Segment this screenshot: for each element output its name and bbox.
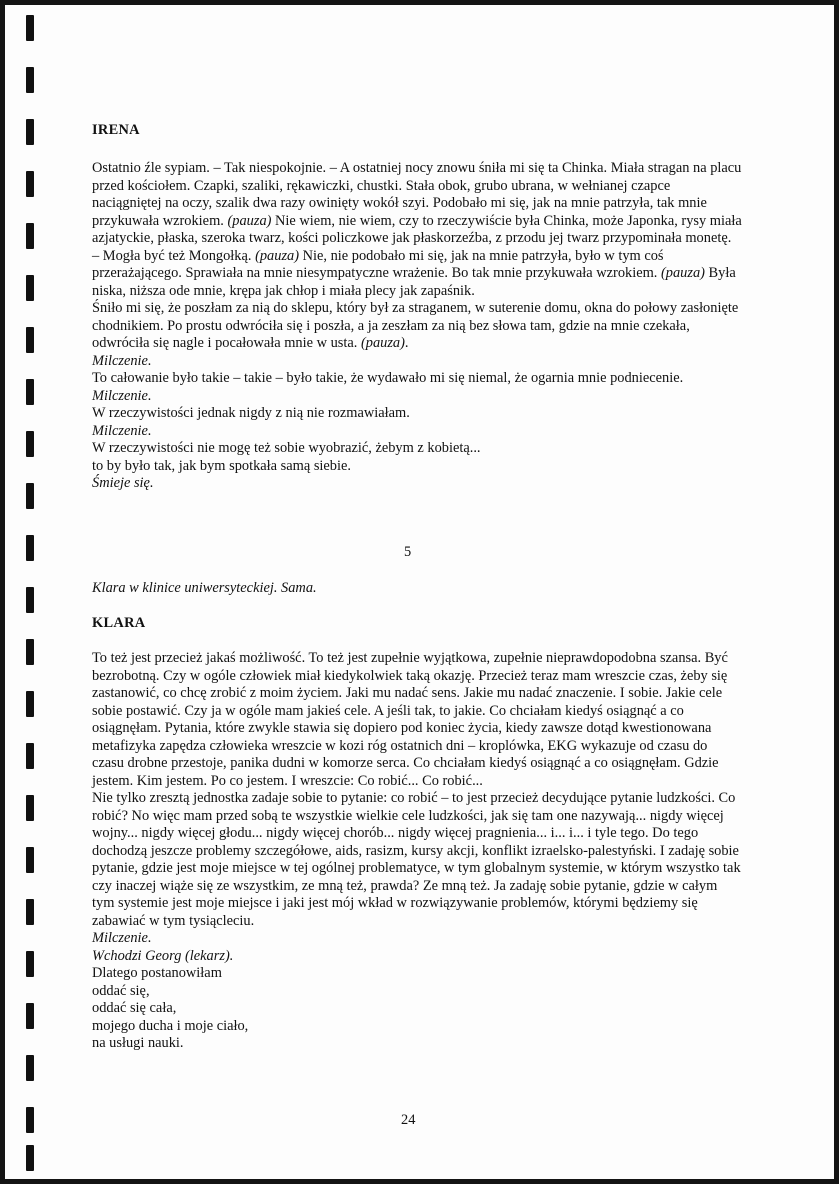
stage-pause: (pauza) bbox=[227, 212, 272, 229]
klara-paragraph-2: Nie tylko zresztą jednostka zadaje sobie to pytanie: co robić – to jest przecież decydujące pytanie ludzkości. Co robić? No więc mam przed sobą te wszystkie wielkie cele ludzkości, jak się tam one nazywają... nigdy więcej wojny... nigdy więcej głodu... nigdy więcej chorób... nigdy więcej pragnienia... i... i... i tyle tego. Do tego dochodzą jeszcze problemy szczegółowe, aids, rasizm, kursy akcji, konflikt izraelsko-palestyński. I zadaję sobie pytanie, gdzie jest moje miejsce w tej ogólnej problematyce, w tym globalnym systemie, w którym wszystko tak czy inaczej wiąże się ze wszystkim, ze mną też, prawda? Ze mną też. Ja zadaję sobie pytanie, gdzie w całym tym systemie jest moje miejsce i jaki jest mój wkład w rozwiązywanie problemów, którymi będziemy się zabawiać w tym tysiącleciu. bbox=[92, 790, 741, 929]
text-run: Ostatnio źle sypiam. – Tak niespokojnie. – A ostatniej nocy znowu śniła mi się ta Chinka. Miała stragan na placu przed kościołem. Czapki, szaliki, rękawiczki, chustki. Stała obok, grubo ubrana, w wełnianej czapce naciągniętej na oczy, szalik dwa razy owinięty wokół szyi. Podobało mi się, jak na mnie patrzyła, tak mnie przykuwała wzrokiem. bbox=[92, 160, 742, 229]
speaker-klara: KLARA bbox=[92, 615, 146, 631]
dialogue-line: to by było tak, jak bym spotkała samą siebie. bbox=[92, 457, 351, 474]
stage-direction-silence: Milczenie. bbox=[92, 387, 152, 404]
dialogue-line: To całowanie było takie – takie – było takie, że wydawało mi się niemal, że ogarnia mnie podniecenie. bbox=[92, 370, 684, 386]
stage-direction-laughs: Śmieje się. bbox=[92, 475, 154, 491]
binding-hole bbox=[26, 379, 34, 405]
irena-paragraph-1 bbox=[92, 160, 742, 300]
text-run: Śniło mi się, że poszłam za nią do sklepu, który był za straganem, w suterenie domu, okna do połowy zasłonięte chodnikiem. Po prostu odwróciła się i poszła, a ja zeszłam za nią bez słowa tam, gdzie na mnie czekała, odwróciła się nagle i pocałowała mnie w usta. bbox=[92, 300, 739, 351]
stage-direction-silence: Milczenie. bbox=[92, 352, 152, 369]
binding-hole bbox=[26, 639, 34, 665]
binding-hole bbox=[26, 15, 34, 41]
verse-line: na usługi nauki. bbox=[92, 1035, 184, 1051]
stage-pause: (pauza) bbox=[360, 335, 405, 351]
dialogue-line: W rzeczywistości nie mogę też sobie wyobrazić, żebym z kobietą... bbox=[92, 440, 481, 456]
verse-line: oddać się cała, bbox=[92, 1000, 177, 1016]
paper-sheet bbox=[5, 5, 834, 1179]
text-run: Była niska, niższa ode mnie, krępa jak chłop i miała plecy jak zapaśnik. bbox=[92, 265, 736, 299]
text-run: . bbox=[404, 335, 409, 351]
binding-holes bbox=[26, 5, 36, 1179]
binding-hole bbox=[26, 1055, 34, 1081]
binding-hole bbox=[26, 1107, 34, 1133]
verse-line: mojego ducha i moje ciało, bbox=[92, 1017, 249, 1034]
text-run: Nie, nie podobało mi się, jak na mnie patrzyła, było w tym coś przerażającego. Sprawiała na mnie niesympatyczne wrażenie. Bo tak mnie przykuwała wzrokiem. bbox=[92, 247, 664, 281]
binding-hole bbox=[26, 171, 34, 197]
stage-direction-silence: Milczenie. bbox=[92, 422, 152, 439]
binding-hole bbox=[26, 795, 34, 821]
scene-number: 5 bbox=[404, 544, 412, 560]
binding-hole bbox=[26, 691, 34, 717]
binding-hole bbox=[26, 67, 34, 93]
binding-hole bbox=[26, 119, 34, 145]
page-number: 24 bbox=[401, 1112, 416, 1128]
text-run: Nie wiem, nie wiem, czy to rzeczywiście była Chinka, może Japonka, rysy miała azjatyckie, płaska, szeroka twarz, kości policzkowe jak płaskorzeźba, z przodu jej twarz przypominała monetę. – Mogła być też Mongołką. bbox=[92, 212, 742, 264]
binding-hole bbox=[26, 431, 34, 457]
stage-direction-silence: Milczenie. bbox=[92, 930, 152, 946]
binding-hole bbox=[26, 899, 34, 925]
binding-hole bbox=[26, 223, 34, 249]
binding-hole bbox=[26, 535, 34, 561]
binding-hole bbox=[26, 483, 34, 509]
dialogue-line: W rzeczywistości jednak nigdy z nią nie rozmawiałam. bbox=[92, 405, 410, 421]
verse-line: Dlatego postanowiłam bbox=[92, 965, 222, 981]
verse-line: oddać się, bbox=[92, 982, 150, 999]
klara-paragraph-1: To też jest przecież jakaś możliwość. To też jest zupełnie wyjątkowa, zupełnie nieprawdopodobna szansa. Być bezrobotną. Czy w ogóle człowiek miał kiedykolwiek taką okazję. Przecież teraz mam wreszcie czas, żeby się zastanowić, co chcę zrobić z moim życiem. Jaki mu nadać sens. Jakie mu nadać znaczenie. I sobie. Jakie cele sobie postawić. Czy ja w ogóle mam jakieś cele. A jeśli tak, to jakie. Co chciałam kiedyś osiągnąć a co osiągnęłam. Pytania, które zwykle stawia się dopiero pod koniec życia, kiedy zawsze dotąd kwestionowana metafizyka zapędza człowieka wreszcie w kozi róg ostatnich dni – kroplówka, EKG wykazuje od czasu do czasu drobne przestoje, panika dudni w komorze serca. Co chciałam kiedyś osiągnąć a co osiągnęłam. Gdzie jestem. Kim jestem. Po co jestem. I wreszcie: Co robić... Co robić... bbox=[92, 650, 728, 789]
binding-hole bbox=[26, 847, 34, 873]
binding-hole bbox=[26, 743, 34, 769]
irena-paragraph-2 bbox=[92, 300, 742, 353]
binding-hole bbox=[26, 587, 34, 613]
scene-stage-direction: Klara w klinice uniwersyteckiej. Sama. bbox=[92, 580, 317, 596]
binding-hole bbox=[26, 951, 34, 977]
binding-hole bbox=[26, 327, 34, 353]
binding-hole bbox=[26, 1003, 34, 1029]
irena-monologue bbox=[92, 160, 742, 493]
stage-pause: (pauza) bbox=[255, 247, 300, 264]
stage-direction-enters: Wchodzi Georg (lekarz). bbox=[92, 947, 234, 964]
binding-hole bbox=[26, 275, 34, 301]
klara-monologue bbox=[92, 650, 742, 1053]
binding-hole bbox=[26, 1145, 34, 1171]
speaker-irena: IRENA bbox=[92, 122, 140, 138]
stage-pause: (pauza) bbox=[660, 265, 705, 281]
